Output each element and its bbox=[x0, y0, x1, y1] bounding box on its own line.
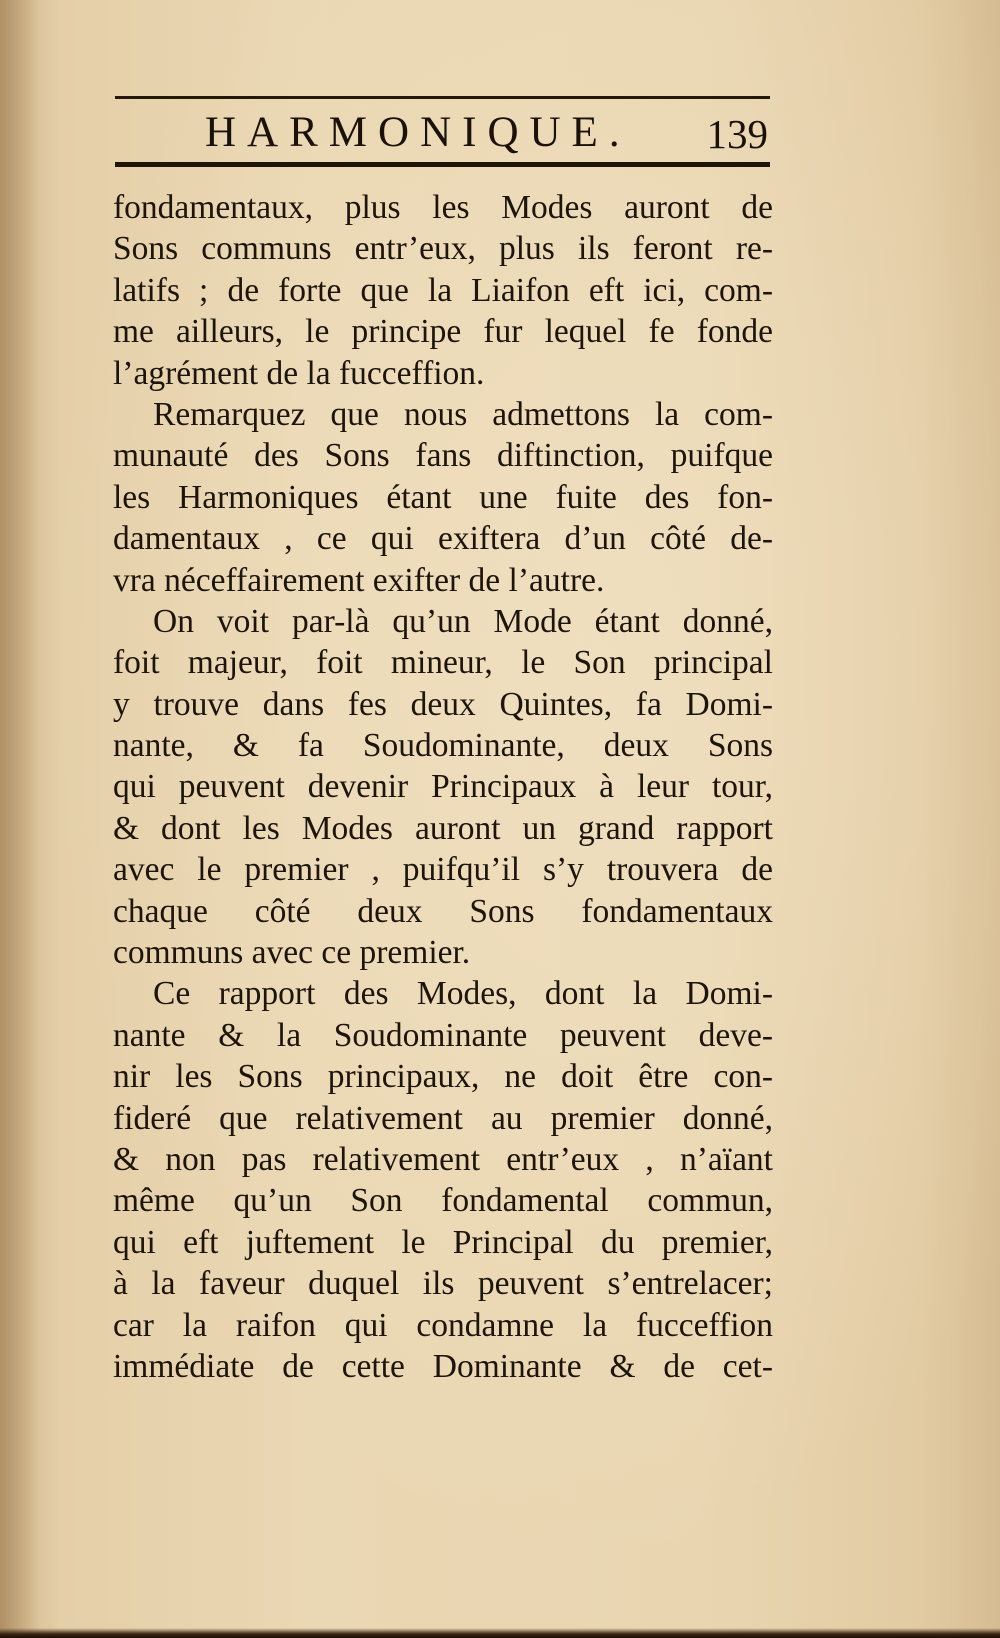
page-number: 139 bbox=[706, 111, 768, 157]
text-line: les Harmoniques étant une fuite des fon- bbox=[113, 478, 773, 516]
text-line: & dont les Modes auront un grand rapport bbox=[113, 809, 773, 847]
text-line: même qu’un Son fondamental commun, bbox=[113, 1182, 773, 1220]
text-line: latifs ; de forte que la Liaifon eft ici, com- bbox=[113, 271, 773, 309]
text-line: vra néceffairement exifter de l’autre. bbox=[113, 561, 605, 599]
text-line: qui eft juftement le Principal du premier, bbox=[113, 1223, 773, 1261]
running-head-title: HARMONIQUE. bbox=[205, 109, 631, 156]
text-line: nante, & fa Soudominante, deux Sons bbox=[113, 727, 773, 765]
body-text bbox=[113, 187, 773, 1387]
top-rule bbox=[115, 96, 770, 99]
text-line: y trouve dans fes deux Quintes, fa Domi- bbox=[113, 685, 773, 723]
text-line: damentaux , ce qui exiftera d’un côté de- bbox=[113, 520, 773, 558]
text-line: qui peuvent devenir Principaux à leur tour, bbox=[113, 768, 773, 806]
text-line: Remarquez que nous admettons la com- bbox=[153, 395, 773, 433]
text-line: chaque côté deux Sons fondamentaux bbox=[113, 892, 773, 930]
running-head bbox=[115, 96, 770, 174]
bottom-rule bbox=[115, 162, 770, 167]
text-line: & non pas relativement entr’eux , n’aïant bbox=[113, 1140, 773, 1178]
text-line: fondamentaux, plus les Modes auront de bbox=[113, 189, 773, 226]
text-line: communs avec ce premier. bbox=[113, 934, 471, 972]
page-bottom-edge bbox=[0, 1628, 1000, 1638]
text-line: fideré que relativement au premier donné, bbox=[113, 1099, 773, 1137]
text-line: avec le premier , puifqu’il s’y trouvera de bbox=[113, 851, 773, 889]
text-line: nante & la Soudominante peuvent deve- bbox=[113, 1016, 773, 1054]
text-line: On voit par-là qu’un Mode étant donné, bbox=[153, 602, 773, 640]
text-line: Ce rapport des Modes, dont la Domi- bbox=[153, 975, 773, 1013]
text-line: foit majeur, foit mineur, le Son principal bbox=[113, 644, 773, 682]
text-line: à la faveur duquel ils peuvent s’entrelacer; bbox=[113, 1265, 773, 1303]
page-edge-shadow bbox=[0, 0, 40, 1638]
text-line: immédiate de cette Dominante & de cet- bbox=[113, 1347, 773, 1385]
text-line: Sons communs entr’eux, plus ils feront re- bbox=[113, 230, 773, 268]
text-line: munauté des Sons fans diftinction, puifque bbox=[113, 437, 773, 475]
text-line: l’agrément de la fucceffion. bbox=[113, 354, 485, 392]
text-line: nir les Sons principaux, ne doit être con- bbox=[113, 1058, 773, 1096]
text-line: car la raifon qui condamne la fucceffion bbox=[113, 1306, 773, 1344]
text-line: me ailleurs, le principe fur lequel fe fonde bbox=[113, 313, 773, 351]
